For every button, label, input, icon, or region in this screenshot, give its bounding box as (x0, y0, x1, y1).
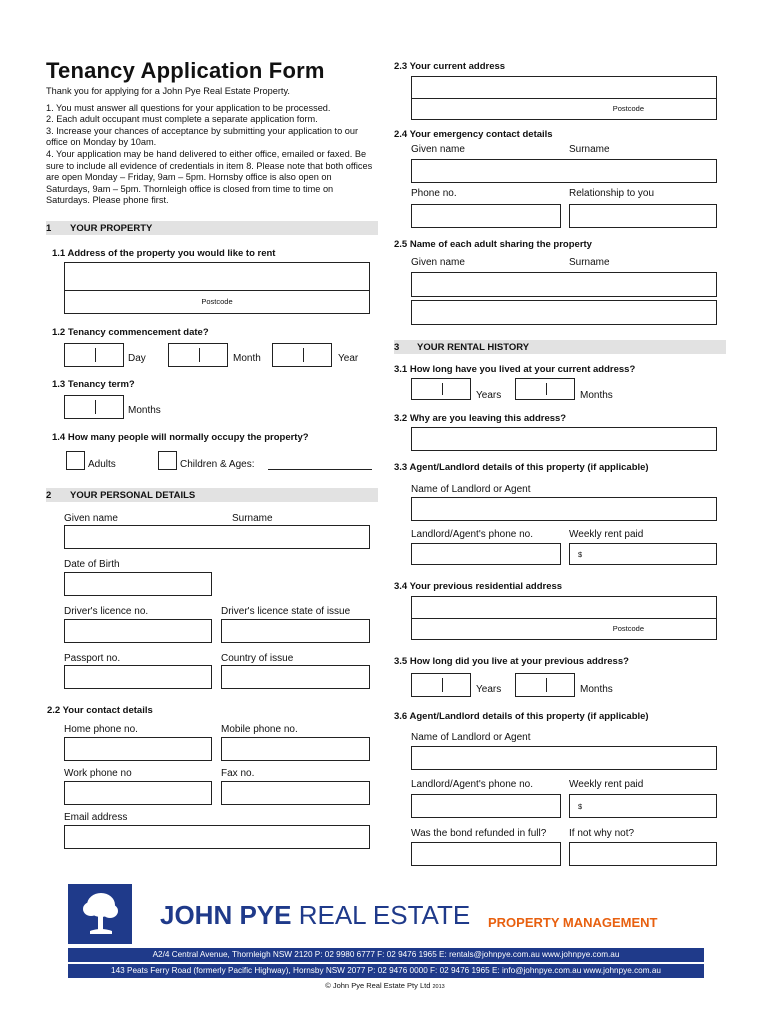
previous-years-label: Years (476, 684, 502, 695)
dob-label: Date of Birth (64, 559, 120, 570)
property-postcode-label: Postcode (201, 297, 233, 306)
q-2-4: 2.4 Your emergency contact details (394, 129, 553, 140)
copyright-year: 2013 (432, 984, 445, 990)
landlord-name-input-2[interactable] (411, 746, 717, 770)
month-label: Month (233, 353, 261, 364)
bond-input[interactable] (411, 842, 561, 866)
children-label: Children & Ages: (180, 459, 255, 470)
previous-postcode-input[interactable] (411, 618, 717, 640)
current-years-input[interactable] (411, 378, 471, 400)
country-input[interactable] (221, 665, 370, 689)
weekly-rent-input[interactable] (569, 543, 717, 565)
relationship-label: Relationship to you (569, 188, 655, 199)
current-months-input[interactable] (515, 378, 575, 400)
landlord-name-label: Name of Landlord or Agent (411, 484, 531, 495)
q-2-5: 2.5 Name of each adult sharing the property (394, 239, 592, 250)
previous-months-label: Months (580, 684, 613, 695)
day-label: Day (128, 353, 146, 364)
dob-input[interactable] (64, 572, 212, 596)
emergency-phone-input[interactable] (411, 204, 561, 228)
intro-thanks: Thank you for applying for a John Pye Real Estate Property. (46, 86, 290, 96)
adults-label: Adults (88, 459, 116, 470)
tree-icon (68, 884, 132, 944)
previous-postcode-label: Postcode (612, 624, 644, 633)
section-1-title: YOUR PROPERTY (70, 223, 153, 234)
landlord-phone-label: Landlord/Agent's phone no. (411, 529, 534, 540)
work-phone-input[interactable] (64, 781, 212, 805)
emergency-given-label: Given name (411, 144, 465, 155)
email-label: Email address (64, 812, 128, 823)
weekly-rent-label-2: Weekly rent paid (569, 779, 644, 790)
brand-name-light: REAL ESTATE (291, 900, 471, 930)
passport-label: Passport no. (64, 653, 121, 664)
sharing-given-label: Given name (411, 257, 465, 268)
name-input[interactable] (64, 525, 370, 549)
q-1-4: 1.4 How many people will normally occupy the property? (52, 432, 309, 443)
landlord-name-label-2: Name of Landlord or Agent (411, 732, 531, 743)
tenancy-term-input[interactable] (64, 395, 124, 419)
q-3-4: 3.4 Your previous residential address (394, 581, 563, 592)
current-postcode-input[interactable] (411, 98, 717, 120)
licence-state-input[interactable] (221, 619, 370, 643)
intro-instructions: 1. You must answer all questions for your application to be processed. 2. Each adult occupant must complete a separate application form. 3. Increase your chances of acceptance by submitting your application to our office on Monday by 10am. 4. Your application may be hand delivered to either office, emailed or faxed. Be sure to include all evidence of credentials in item 8. Please note that both offices are open Monday – Friday, 9am – 5pm. Hornsby office is also open on Saturdays, 9am – 5pm. Thornleigh office is closed from time to time on Saturdays. Please phone first. (46, 102, 373, 206)
copyright (0, 981, 770, 990)
brand-tagline: PROPERTY MANAGEMENT (488, 915, 658, 930)
mobile-phone-input[interactable] (221, 737, 370, 761)
previous-years-input[interactable] (411, 673, 471, 697)
mobile-phone-label: Mobile phone no. (221, 724, 298, 735)
previous-months-input[interactable] (515, 673, 575, 697)
property-address-input[interactable] (64, 262, 370, 292)
start-month-input[interactable] (168, 343, 228, 367)
passport-input[interactable] (64, 665, 212, 689)
landlord-name-input[interactable] (411, 497, 717, 521)
property-postcode-input[interactable] (64, 290, 370, 314)
fax-label: Fax no. (221, 768, 255, 779)
previous-address-input[interactable] (411, 596, 717, 620)
emergency-phone-label: Phone no. (411, 188, 457, 199)
section-3-title: YOUR RENTAL HISTORY (417, 342, 530, 353)
weekly-rent-dollar-2: $ (578, 802, 583, 811)
relationship-input[interactable] (569, 204, 717, 228)
start-day-input[interactable] (64, 343, 124, 367)
licence-input[interactable] (64, 619, 212, 643)
current-postcode-label: Postcode (612, 104, 644, 113)
home-phone-label: Home phone no. (64, 724, 138, 735)
brand-name (160, 900, 470, 931)
q-2-2: 2.2 Your contact details (47, 705, 153, 716)
licence-state-label: Driver's licence state of issue (221, 606, 351, 617)
emergency-name-input[interactable] (411, 159, 717, 183)
home-phone-input[interactable] (64, 737, 212, 761)
weekly-rent-label: Weekly rent paid (569, 529, 644, 540)
q-2-3: 2.3 Your current address (394, 61, 506, 72)
office-hornsby: 143 Peats Ferry Road (formerly Pacific Highway), Hornsby NSW 2077 P: 02 9476 0000 F: 02 9476 1965 E: info@johnpye.com.au www.johnpye.com.au (68, 964, 704, 978)
given-name-label: Given name (64, 513, 118, 524)
email-input[interactable] (64, 825, 370, 849)
licence-label: Driver's licence no. (64, 606, 149, 617)
weekly-rent-dollar: $ (578, 550, 583, 559)
surname-label: Surname (232, 513, 273, 524)
q-3-2: 3.2 Why are you leaving this address? (394, 413, 567, 424)
q-1-2: 1.2 Tenancy commencement date? (52, 327, 209, 338)
q-3-6: 3.6 Agent/Landlord details of this property (if applicable) (394, 711, 649, 722)
office-thornleigh: A2/4 Central Avenue, Thornleigh NSW 2120 P: 02 9980 6777 F: 02 9476 1965 E: rentals@johnpye.com.au www.johnpye.com.au (68, 948, 704, 962)
year-label: Year (338, 353, 359, 364)
landlord-phone-label-2: Landlord/Agent's phone no. (411, 779, 534, 790)
section-2-title: YOUR PERSONAL DETAILS (70, 490, 196, 501)
q-1-1: 1.1 Address of the property you would like to rent (52, 248, 276, 259)
q-3-5: 3.5 How long did you live at your previous address? (394, 656, 629, 667)
start-year-input[interactable] (272, 343, 332, 367)
form-intro (46, 86, 378, 212)
why-not-input[interactable] (569, 842, 717, 866)
q-3-1: 3.1 How long have you lived at your current address? (394, 364, 636, 375)
section-2-number: 2 (46, 490, 52, 501)
q-1-3: 1.3 Tenancy term? (52, 379, 135, 390)
sharing-surname-label: Surname (569, 257, 610, 268)
current-months-label: Months (580, 390, 613, 401)
adults-input[interactable] (66, 451, 85, 470)
bond-label: Was the bond refunded in full? (411, 828, 547, 839)
children-input[interactable] (158, 451, 177, 470)
logo-mark (68, 884, 132, 944)
landlord-phone-input-2[interactable] (411, 794, 561, 818)
children-ages-line[interactable] (268, 469, 372, 470)
emergency-surname-label: Surname (569, 144, 610, 155)
current-years-label: Years (476, 390, 502, 401)
form-title: Tenancy Application Form (46, 58, 325, 83)
weekly-rent-input-2[interactable] (569, 794, 717, 818)
brand-name-bold: JOHN PYE (160, 900, 292, 930)
landlord-phone-input[interactable] (411, 543, 561, 565)
leaving-reason-input[interactable] (411, 427, 717, 451)
current-address-input[interactable] (411, 76, 717, 100)
sharing-name-input-1[interactable] (411, 272, 717, 297)
section-1-number: 1 (46, 223, 52, 234)
fax-input[interactable] (221, 781, 370, 805)
months-label: Months (128, 405, 161, 416)
country-label: Country of issue (221, 653, 294, 664)
sharing-name-input-2[interactable] (411, 300, 717, 325)
why-not-label: If not why not? (569, 828, 635, 839)
copyright-text: © John Pye Real Estate Pty Ltd (325, 981, 431, 990)
q-3-3: 3.3 Agent/Landlord details of this property (if applicable) (394, 462, 649, 473)
work-phone-label: Work phone no (64, 768, 132, 779)
section-3-number: 3 (394, 342, 400, 353)
